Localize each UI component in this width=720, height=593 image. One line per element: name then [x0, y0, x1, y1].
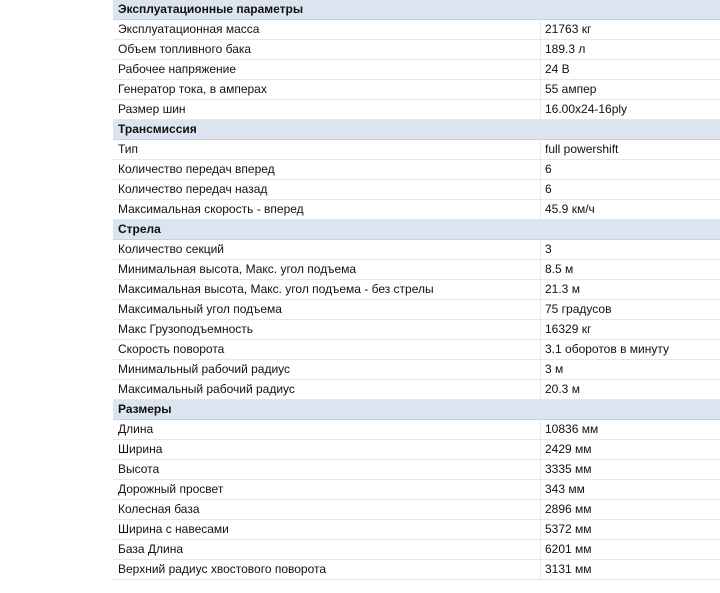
param-name: Максимальный угол подъема: [113, 300, 541, 319]
table-row: [113, 300, 720, 320]
param-value: 8.5 м: [545, 262, 574, 276]
param-value: 189.3 л: [545, 42, 586, 56]
param-name: Тип: [113, 140, 541, 159]
table-row: [113, 520, 720, 540]
table-row: [113, 60, 720, 80]
specs-table: [113, 0, 720, 580]
table-row: [113, 500, 720, 520]
param-name: Эксплуатационная масса: [113, 20, 541, 39]
param-name: Максимальная высота, Макс. угол подъема - без стрелы: [113, 280, 541, 299]
table-row: [113, 340, 720, 360]
param-name: Максимальный рабочий радиус: [113, 380, 541, 399]
param-name: Макс Грузоподъемность: [113, 320, 541, 339]
param-value: 3335 мм: [545, 462, 592, 476]
table-row: [113, 240, 720, 260]
table-row: [113, 320, 720, 340]
param-value: 75 градусов: [545, 302, 612, 316]
param-value: 45.9 км/ч: [545, 202, 595, 216]
param-name: Генератор тока, в амперах: [113, 80, 541, 99]
param-value: 343 мм: [545, 482, 585, 496]
table-row: [113, 360, 720, 380]
param-name: Объем топливного бака: [113, 40, 541, 59]
table-row: [113, 140, 720, 160]
param-value: 24 В: [545, 62, 570, 76]
section-header: Размеры: [113, 400, 720, 420]
param-value: 5372 мм: [545, 522, 592, 536]
table-row: [113, 480, 720, 500]
section-transmission: [113, 120, 720, 220]
table-row: [113, 420, 720, 440]
param-value: 3131 мм: [545, 562, 592, 576]
param-value: 20.3 м: [545, 382, 580, 396]
param-name: Ширина с навесами: [113, 520, 541, 539]
param-value: 21.3 м: [545, 282, 580, 296]
param-value: 16.00x24-16ply: [545, 102, 628, 116]
table-row: [113, 200, 720, 220]
param-name: Дорожный просвет: [113, 480, 541, 499]
param-name: Минимальная высота, Макс. угол подъема: [113, 260, 541, 279]
section-operating-params: [113, 0, 720, 120]
param-value: 3 м: [545, 362, 564, 376]
param-name: Длина: [113, 420, 541, 439]
table-row: [113, 460, 720, 480]
param-name: Минимальный рабочий радиус: [113, 360, 541, 379]
section-dimensions: [113, 400, 720, 580]
param-name: Рабочее напряжение: [113, 60, 541, 79]
param-name: Колесная база: [113, 500, 541, 519]
param-value: 6: [545, 182, 552, 196]
table-row: [113, 180, 720, 200]
table-row: [113, 160, 720, 180]
param-name: Количество секций: [113, 240, 541, 259]
param-value: 6: [545, 162, 552, 176]
table-row: [113, 440, 720, 460]
param-name: Количество передач вперед: [113, 160, 541, 179]
param-value: 55 ампер: [545, 82, 597, 96]
param-value: 6201 мм: [545, 542, 592, 556]
param-name: Скорость поворота: [113, 340, 541, 359]
param-value: 10836 мм: [545, 422, 599, 436]
param-value: 21763 кг: [545, 22, 592, 36]
param-value: full powershift: [545, 142, 619, 156]
param-name: Размер шин: [113, 100, 541, 119]
section-boom: [113, 220, 720, 400]
section-header: Стрела: [113, 220, 720, 240]
param-name: Ширина: [113, 440, 541, 459]
table-row: [113, 380, 720, 400]
table-row: [113, 100, 720, 120]
param-name: Высота: [113, 460, 541, 479]
table-row: [113, 280, 720, 300]
table-row: [113, 20, 720, 40]
table-row: [113, 40, 720, 60]
section-header: Эксплуатационные параметры: [113, 0, 720, 20]
param-value: 2896 мм: [545, 502, 592, 516]
table-row: [113, 560, 720, 580]
param-value: 3.1 оборотов в минуту: [545, 342, 669, 356]
section-header: Трансмиссия: [113, 120, 720, 140]
table-row: [113, 260, 720, 280]
param-name: Количество передач назад: [113, 180, 541, 199]
table-row: [113, 80, 720, 100]
param-value: 3: [545, 242, 552, 256]
param-value: 16329 кг: [545, 322, 592, 336]
param-name: База Длина: [113, 540, 541, 559]
table-row: [113, 540, 720, 560]
param-value: 2429 мм: [545, 442, 592, 456]
param-name: Верхний радиус хвостового поворота: [113, 560, 541, 579]
param-name: Максимальная скорость - вперед: [113, 200, 541, 219]
